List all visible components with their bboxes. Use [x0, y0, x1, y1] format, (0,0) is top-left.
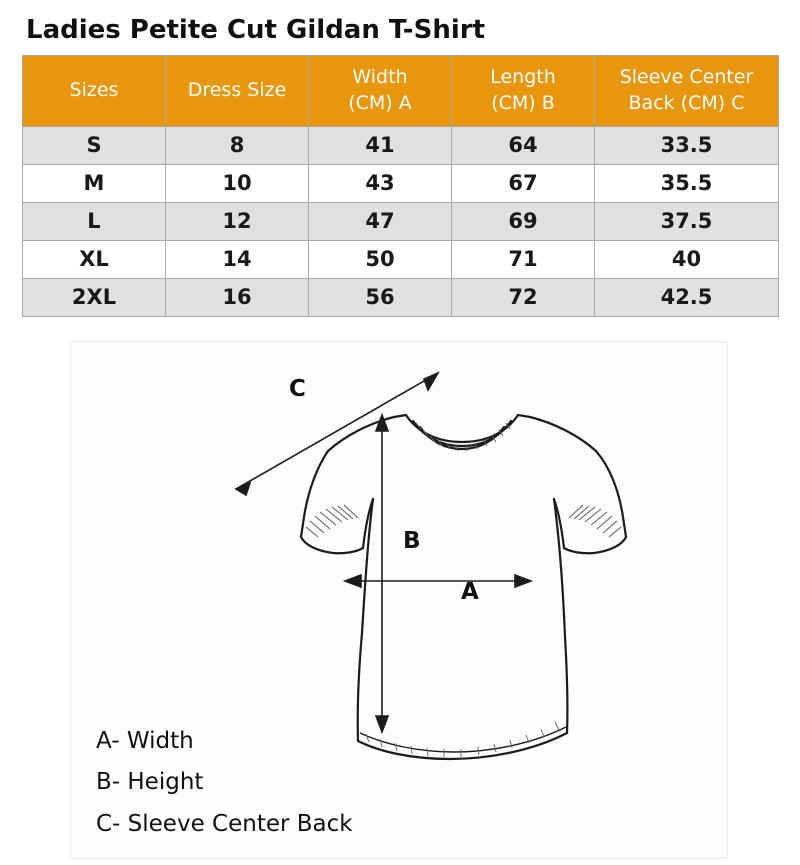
label-b: B [403, 527, 421, 554]
cell-width: 43 [309, 164, 452, 202]
cell-dress-size: 16 [166, 278, 309, 316]
cell-sleeve: 42.5 [595, 278, 779, 316]
cell-width: 47 [309, 202, 452, 240]
table-row [23, 278, 779, 316]
cell-length: 69 [452, 202, 595, 240]
cell-size: L [23, 202, 166, 240]
column-header-length-line-1: Length [490, 65, 556, 88]
column-header-width [309, 55, 452, 126]
label-c: C [289, 375, 306, 402]
column-header-sizes-line-1: Sizes [69, 78, 119, 101]
legend-item-sleeve-center-back: C- Sleeve Center Back [96, 811, 353, 838]
cell-dress-size: 12 [166, 202, 309, 240]
cell-length: 72 [452, 278, 595, 316]
column-header-width-line-1: Width [352, 65, 408, 88]
table-header [23, 55, 779, 126]
cell-size: S [23, 126, 166, 164]
cell-dress-size: 8 [166, 126, 309, 164]
cell-width: 50 [309, 240, 452, 278]
column-header-length [452, 55, 595, 126]
column-header-dress-size-line-1: Dress Size [187, 78, 287, 101]
column-header-sizes [23, 55, 166, 126]
legend-item-width: A- Width [96, 727, 194, 754]
left-sleeve-hem-hatch [306, 505, 358, 537]
cell-size: XL [23, 240, 166, 278]
cell-sleeve: 37.5 [595, 202, 779, 240]
column-header-sleeve-center-back [595, 55, 779, 126]
diagram-legend [96, 721, 353, 847]
cell-size: M [23, 164, 166, 202]
cell-length: 64 [452, 126, 595, 164]
measure-arrow-b [376, 415, 388, 732]
cell-length: 67 [452, 164, 595, 202]
cell-size: 2XL [23, 278, 166, 316]
measurement-diagram [0, 335, 800, 865]
measure-arrow-c [236, 373, 438, 495]
size-table [22, 55, 779, 317]
page-title: Ladies Petite Cut Gildan T-Shirt [26, 15, 485, 45]
table-header-row [23, 55, 779, 126]
cell-length: 71 [452, 240, 595, 278]
cell-sleeve: 40 [595, 240, 779, 278]
table-row [23, 164, 779, 202]
measure-arrow-a [345, 575, 531, 587]
column-header-sleeve-line-2: Back (CM) C [628, 91, 745, 114]
right-sleeve-hem-hatch [569, 505, 621, 537]
cell-dress-size: 10 [166, 164, 309, 202]
table-row [23, 240, 779, 278]
size-table-container [0, 55, 800, 317]
cell-width: 56 [309, 278, 452, 316]
cell-sleeve: 33.5 [595, 126, 779, 164]
column-header-sleeve-line-1: Sleeve Center [619, 65, 754, 88]
table-row [23, 202, 779, 240]
column-header-dress-size [166, 55, 309, 126]
column-header-width-line-2: (CM) A [348, 91, 412, 114]
table-row [23, 126, 779, 164]
cell-dress-size: 14 [166, 240, 309, 278]
legend-item-height: B- Height [96, 769, 204, 796]
table-body [23, 126, 779, 316]
column-header-length-line-2: (CM) B [491, 91, 555, 114]
cell-sleeve: 35.5 [595, 164, 779, 202]
label-a: A [461, 578, 479, 605]
cell-width: 41 [309, 126, 452, 164]
